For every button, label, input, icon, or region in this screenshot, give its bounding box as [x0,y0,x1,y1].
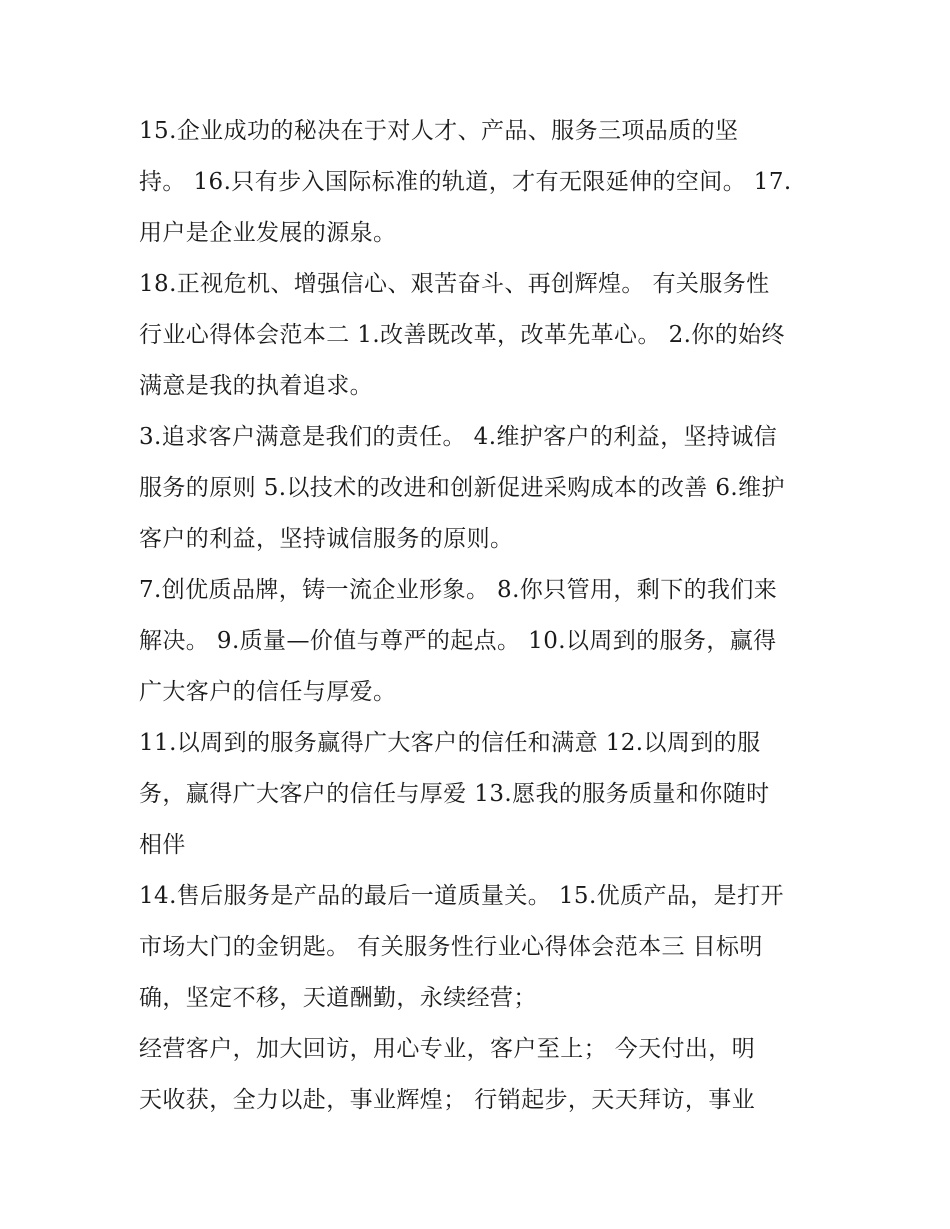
text-line: 广大客户的信任与厚爱。 [139,679,397,705]
text-line: 市场大门的金钥匙。 有关服务性行业心得体会范本三 目标明 [139,934,763,960]
text-line: 3.追求客户满意是我们的责任。 4.维护客户的利益，坚持诚信 [139,424,778,450]
text-line: 经营客户，加大回访，用心专业，客户至上； 今天付出，明 [139,1036,756,1062]
text-line: 满意是我的执着追求。 [139,373,373,399]
text-line: 天收获，全力以赴，事业辉煌； 行销起步，天天拜访，事业 [139,1087,756,1113]
text-line: 务，赢得广大客户的信任与厚爱 13.愿我的服务质量和你随时 [139,781,770,807]
text-line: 11.以周到的服务赢得广大客户的信任和满意 12.以周到的服 [139,730,761,756]
text-line: 服务的原则 5.以技术的改进和创新促进采购成本的改善 6.维护 [139,475,785,501]
text-line: 7.创优质品牌，铸一流企业形象。 8.你只管用，剩下的我们来 [139,577,778,603]
text-line: 确，坚定不移，天道酬勤，永续经营； [139,985,537,1011]
text-line: 持。 16.只有步入国际标准的轨道，才有无限延伸的空间。 17. [139,169,792,195]
document-body [139,106,811,1126]
text-line: 解决。 9.质量—价值与尊严的起点。 10.以周到的服务，赢得 [139,628,777,654]
text-line: 行业心得体会范本二 1.改善既改革，改革先革心。 2.你的始终 [139,322,785,348]
text-line: 18.正视危机、增强信心、艰苦奋斗、再创辉煌。 有关服务性 [139,271,770,297]
text-line: 用户是企业发展的源泉。 [139,220,397,246]
text-line: 相伴 [139,832,186,858]
text-line: 客户的利益，坚持诚信服务的原则。 [139,526,514,552]
text-line: 14.售后服务是产品的最后一道质量关。 15.优质产品，是打开 [139,883,784,909]
text-line: 15.企业成功的秘决在于对人才、产品、服务三项品质的坚 [139,118,739,144]
